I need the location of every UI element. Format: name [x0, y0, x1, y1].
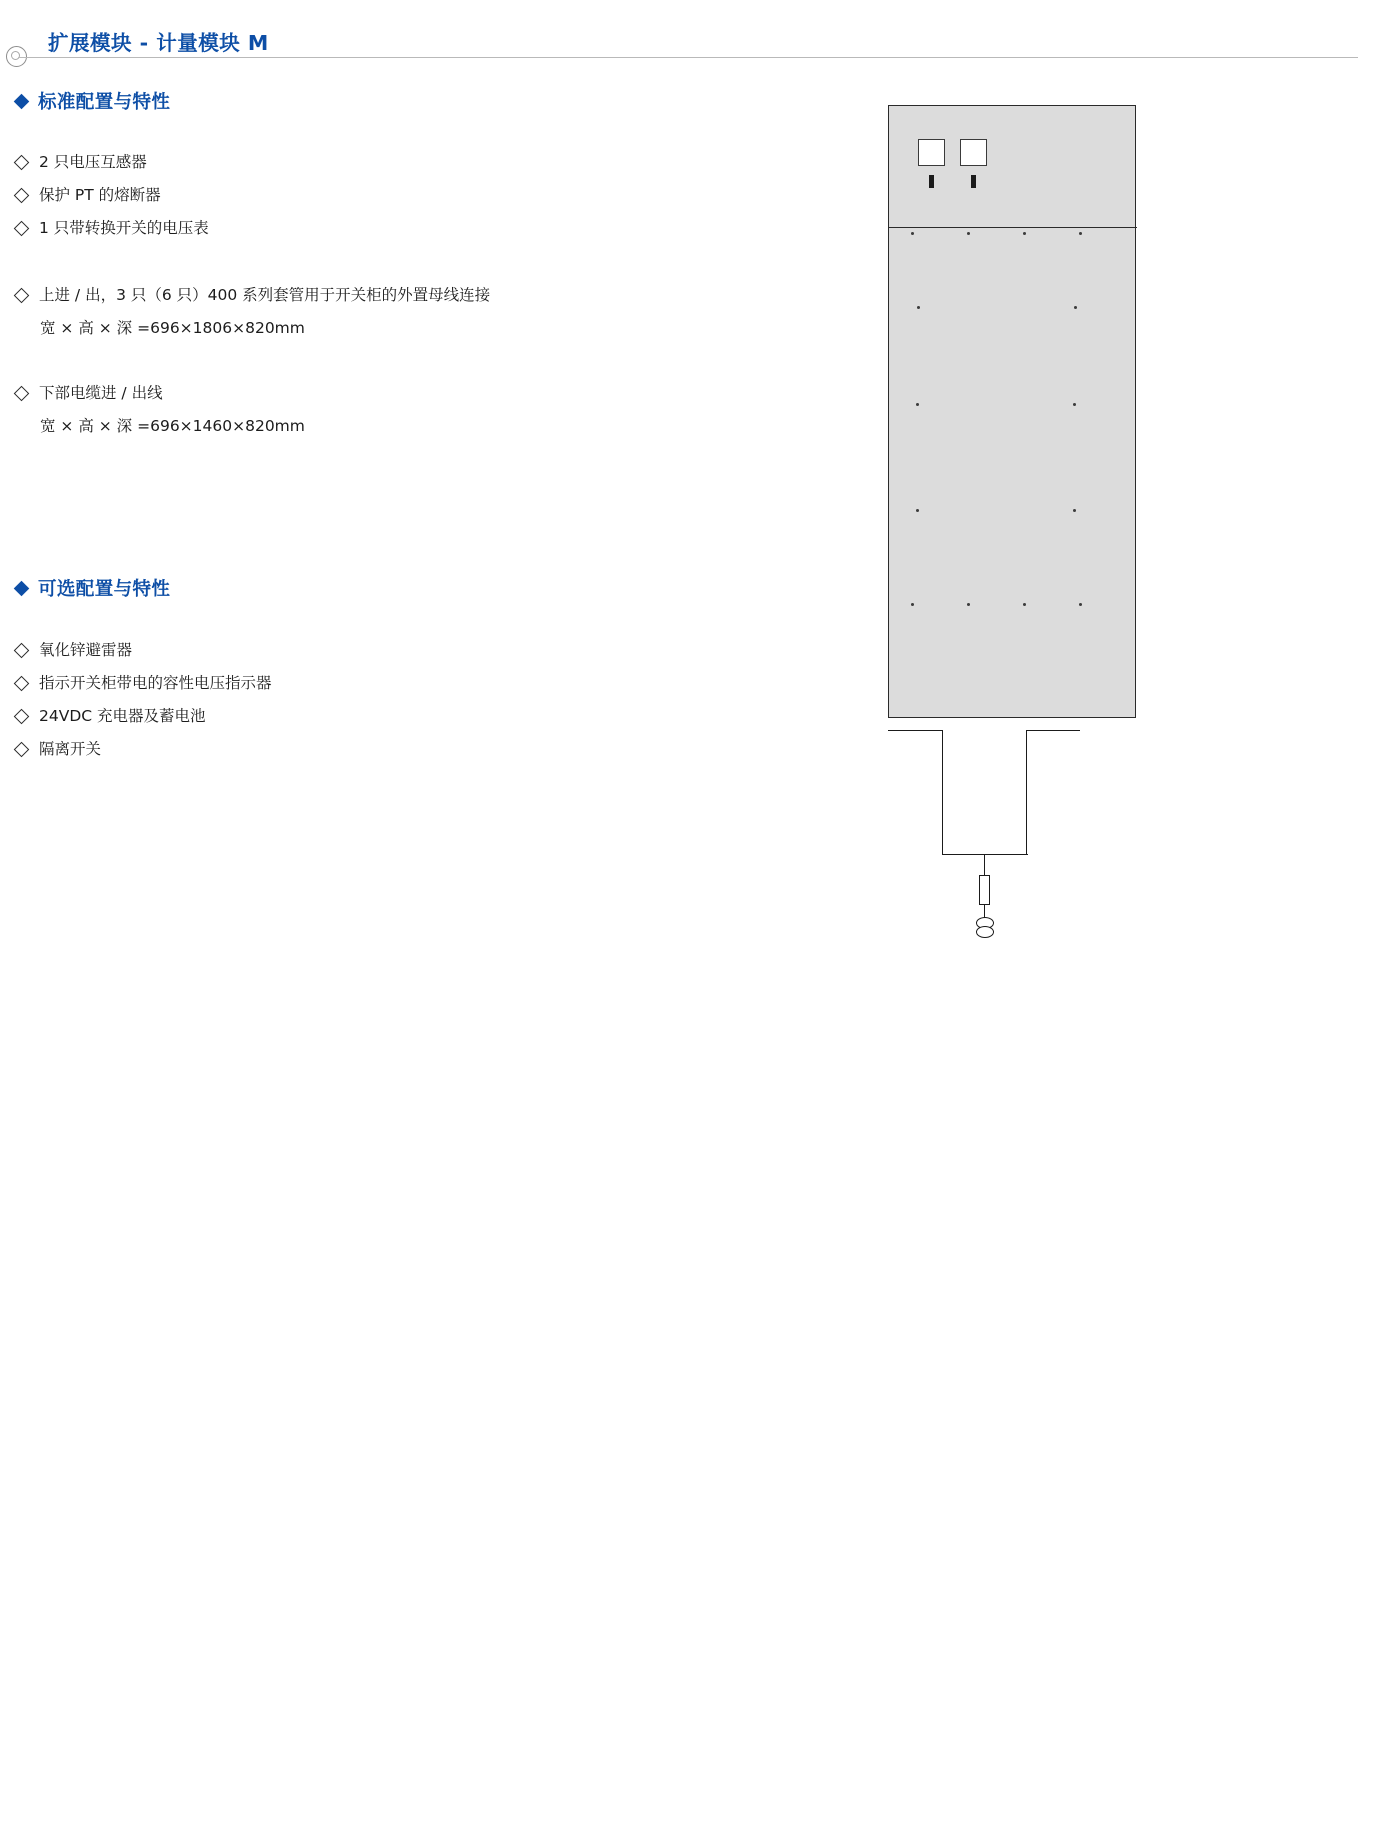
busbar-line	[888, 730, 943, 731]
section-heading-optional-label: 可选配置与特性	[38, 579, 171, 600]
panel-fixing-dot	[916, 403, 919, 406]
list-item-label: 上进 / 出，3 只（6 只）400 系列套管用于开关柜的外置母线连接	[39, 286, 491, 304]
panel-fixing-dot	[1079, 232, 1082, 235]
panel-fixing-dot	[1074, 306, 1077, 309]
list-item-label: 下部电缆进 / 出线	[39, 384, 163, 402]
panel-fixing-dot	[911, 232, 914, 235]
diamond-solid-icon	[14, 93, 30, 109]
list-item	[16, 217, 209, 239]
list-item	[16, 705, 206, 727]
single-line-diagram	[888, 730, 1136, 865]
page-title: 扩展模块 - 计量模块 M	[48, 31, 269, 55]
panel-fixing-dot	[917, 306, 920, 309]
switch-marker-icon	[971, 175, 976, 188]
header-divider	[18, 57, 1358, 58]
panel-fixing-dot	[1073, 403, 1076, 406]
drop-lead-right	[1026, 730, 1027, 855]
diamond-hollow-icon	[14, 221, 30, 237]
section-heading-standard	[16, 88, 170, 114]
section-heading-optional	[16, 575, 170, 601]
list-item	[16, 738, 101, 760]
list-item-label: 指示开关柜带电的容性电压指示器	[39, 674, 272, 692]
list-item-label: 2 只电压互感器	[39, 153, 147, 171]
busbar-line	[1026, 730, 1080, 731]
list-item-subline: 宽 × 高 × 深 =696×1806×820mm	[40, 319, 305, 337]
switch-marker-icon	[929, 175, 934, 188]
panel-fixing-dot	[1073, 509, 1076, 512]
list-item-subline: 宽 × 高 × 深 =696×1460×820mm	[40, 417, 305, 435]
section-heading-standard-label: 标准配置与特性	[38, 92, 171, 113]
list-item-label: 氧化锌避雷器	[39, 641, 133, 659]
panel-fixing-dot	[911, 603, 914, 606]
panel-fixing-dot	[967, 232, 970, 235]
diamond-hollow-icon	[14, 386, 30, 402]
list-item	[16, 382, 163, 404]
list-item	[16, 639, 132, 661]
list-item-label: 24VDC 充电器及蓄电池	[39, 707, 206, 725]
drop-lead-left	[942, 730, 943, 855]
switchgear-cabinet-figure	[888, 105, 1136, 718]
diamond-hollow-icon	[14, 709, 30, 725]
voltage-transformer-coil-icon	[976, 926, 994, 938]
cabinet-panel-divider	[889, 227, 1137, 228]
list-item-label: 隔离开关	[39, 740, 102, 758]
fuse-symbol-icon	[979, 875, 990, 905]
diamond-hollow-icon	[14, 188, 30, 204]
product-drawing	[888, 105, 1138, 865]
diamond-hollow-icon	[14, 288, 30, 304]
page-header	[0, 0, 1373, 62]
diamond-hollow-icon	[14, 742, 30, 758]
panel-fixing-dot	[916, 509, 919, 512]
diamond-hollow-icon	[14, 643, 30, 659]
selector-switch-window-icon	[960, 139, 987, 166]
list-item	[16, 672, 272, 694]
list-item-label: 1 只带转换开关的电压表	[39, 219, 209, 237]
list-item	[16, 151, 147, 173]
tap-lead	[984, 854, 985, 876]
list-item	[16, 284, 490, 306]
diamond-hollow-icon	[14, 676, 30, 692]
list-item-label: 保护 PT 的熔断器	[39, 186, 161, 204]
panel-fixing-dot	[1023, 232, 1026, 235]
diamond-hollow-icon	[14, 155, 30, 171]
diamond-solid-icon	[14, 580, 30, 596]
tap-lead	[984, 904, 985, 918]
panel-fixing-dot	[1023, 603, 1026, 606]
panel-fixing-dot	[967, 603, 970, 606]
panel-fixing-dot	[1079, 603, 1082, 606]
voltmeter-window-icon	[918, 139, 945, 166]
list-item	[16, 184, 161, 206]
